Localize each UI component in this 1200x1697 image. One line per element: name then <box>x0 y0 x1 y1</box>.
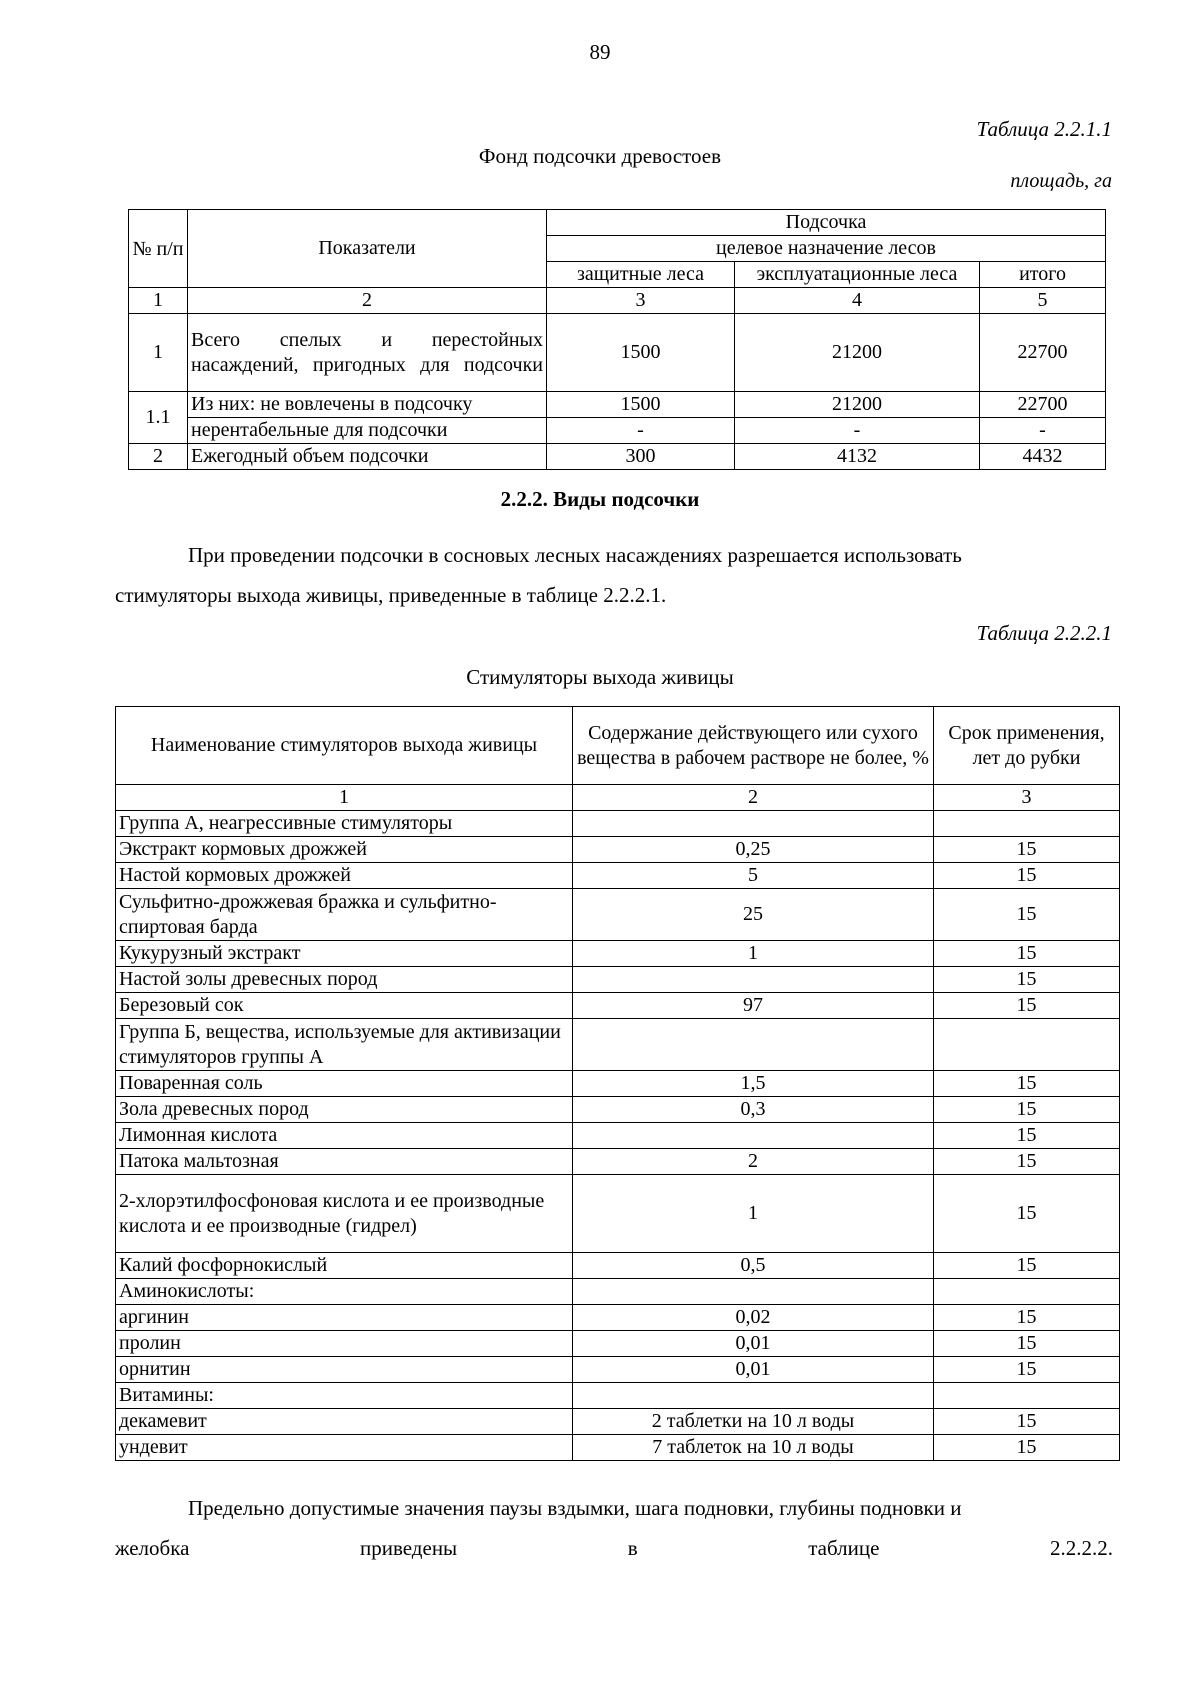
stimulator-content: 0,01 <box>573 1331 934 1357</box>
row-total: 4432 <box>980 444 1106 470</box>
row-exploitation: 4132 <box>735 444 980 470</box>
stimulator-term: 15 <box>934 1409 1120 1435</box>
table-row <box>116 1123 1120 1149</box>
table-row <box>116 1279 1120 1305</box>
stimulator-name: Патока мальтозная <box>116 1149 573 1175</box>
table-row <box>116 1357 1120 1383</box>
stimulator-name: Экстракт кормовых дрожжей <box>116 837 573 863</box>
stimulator-content: 97 <box>573 993 934 1019</box>
table-row <box>129 392 1106 418</box>
header-tapping: Подсочка <box>547 210 1106 236</box>
row-protective: 1500 <box>547 314 735 392</box>
header-content: Содержание действующего или сухого вещества в рабочем растворе не более, % <box>573 707 934 785</box>
stimulator-term: 15 <box>934 1071 1120 1097</box>
table1-units: площадь, га <box>1010 170 1112 192</box>
stimulator-term: 15 <box>934 1253 1120 1279</box>
paragraph-line: Предельно допустимые значения паузы вздымки, шага подновки, глубины подновки и <box>188 1496 962 1520</box>
stimulator-name: Зола древесных пород <box>116 1097 573 1123</box>
header-total: итого <box>980 262 1106 288</box>
table2-label: Таблица 2.2.2.1 <box>976 621 1112 645</box>
stimulator-term: 15 <box>934 1435 1120 1461</box>
table-row <box>116 1175 1120 1253</box>
col-number: 3 <box>547 288 735 314</box>
stimulator-term: 15 <box>934 1123 1120 1149</box>
row-protective: - <box>547 418 735 444</box>
stimulator-content <box>573 967 934 993</box>
stimulator-name: декамевит <box>116 1409 573 1435</box>
table-row <box>116 941 1120 967</box>
row-protective: 300 <box>547 444 735 470</box>
stimulator-content: 2 таблетки на 10 л воды <box>573 1409 934 1435</box>
stimulator-term: 15 <box>934 1149 1120 1175</box>
stimulator-name: Поваренная соль <box>116 1071 573 1097</box>
stimulator-content: 0,3 <box>573 1097 934 1123</box>
table-row <box>116 993 1120 1019</box>
row-num: 1 <box>129 314 188 392</box>
stimulator-content: 0,25 <box>573 837 934 863</box>
stimulator-name: Лимонная кислота <box>116 1123 573 1149</box>
stimulator-name: ундевит <box>116 1435 573 1461</box>
stimulator-name: аргинин <box>116 1305 573 1331</box>
stimulator-content: 0,01 <box>573 1357 934 1383</box>
stimulator-term: 15 <box>934 1097 1120 1123</box>
table-row <box>116 1149 1120 1175</box>
stimulator-content: 0,5 <box>573 1253 934 1279</box>
stimulator-content <box>573 1123 934 1149</box>
row-name: Ежегодный объем подсочки <box>188 444 547 470</box>
header-protective: защитные леса <box>547 262 735 288</box>
stimulator-term: 15 <box>934 1175 1120 1253</box>
stimulator-term: 15 <box>934 967 1120 993</box>
stimulator-name: 2-хлорэтилфосфоновая кислота и ее производные кислота и ее производные (гидрел) <box>116 1175 573 1253</box>
header-purpose: целевое назначение лесов <box>547 236 1106 262</box>
stimulator-term: 15 <box>934 993 1120 1019</box>
forest-tapping-fund-table <box>128 209 1106 470</box>
row-protective: 1500 <box>547 392 735 418</box>
table-row <box>129 314 1106 392</box>
table1-label: Таблица 2.2.1.1 <box>976 117 1112 141</box>
row-exploitation: 21200 <box>735 314 980 392</box>
col-number: 2 <box>188 288 547 314</box>
stimulator-name: орнитин <box>116 1357 573 1383</box>
stimulator-name: Аминокислоты: <box>116 1279 573 1305</box>
table-row <box>116 1097 1120 1123</box>
row-name: Из них: не вовлечены в подсочку <box>188 392 547 418</box>
stimulator-term: 15 <box>934 1305 1120 1331</box>
section-heading: 2.2.2. Виды подсочки <box>500 487 700 511</box>
row-name: Всего спелых и перестойных насаждений, пригодных для подсочки <box>188 314 547 392</box>
table-row <box>116 1253 1120 1279</box>
stimulator-content <box>573 1279 934 1305</box>
stimulator-term <box>934 1383 1120 1409</box>
row-exploitation: - <box>735 418 980 444</box>
col-number: 1 <box>116 785 573 811</box>
stimulator-term <box>934 1279 1120 1305</box>
col-number: 2 <box>573 785 934 811</box>
table2-title: Стимуляторы выхода живицы <box>466 665 734 689</box>
stimulator-content: 2 <box>573 1149 934 1175</box>
paragraph-line: желобка приведены в таблице 2.2.2.2. <box>115 1536 1113 1560</box>
stimulator-name: Калий фосфорнокислый <box>116 1253 573 1279</box>
table-row <box>116 1305 1120 1331</box>
header-num: № п/п <box>129 210 188 288</box>
stimulator-name: пролин <box>116 1331 573 1357</box>
stimulator-name: Группа Б, вещества, используемые для активизации стимуляторов группы А <box>116 1019 573 1071</box>
row-num: 1.1 <box>129 392 188 444</box>
row-total: 22700 <box>980 392 1106 418</box>
table-row <box>116 1071 1120 1097</box>
paragraph-line: стимуляторы выхода живицы, приведенные в таблице 2.2.2.1. <box>115 583 667 607</box>
table-row <box>116 863 1120 889</box>
resin-stimulators-table <box>115 706 1120 1461</box>
table-row <box>116 1435 1120 1461</box>
table-row <box>116 1331 1120 1357</box>
row-num: 2 <box>129 444 188 470</box>
table-row <box>116 1019 1120 1071</box>
stimulator-content: 1,5 <box>573 1071 934 1097</box>
stimulator-term <box>934 811 1120 837</box>
stimulator-content <box>573 1019 934 1071</box>
header-stimulator-name: Наименование стимуляторов выхода живицы <box>116 707 573 785</box>
table-row <box>116 967 1120 993</box>
stimulator-name: Настой золы древесных пород <box>116 967 573 993</box>
col-number: 4 <box>735 288 980 314</box>
paragraph-limits <box>115 1488 1113 1568</box>
table-row <box>116 837 1120 863</box>
header-indicators: Показатели <box>188 210 547 288</box>
paragraph-line: При проведении подсочки в сосновых лесных насаждениях разрешается использовать <box>188 543 962 567</box>
row-name: нерентабельные для подсочки <box>188 418 547 444</box>
stimulator-term: 15 <box>934 863 1120 889</box>
col-number: 5 <box>980 288 1106 314</box>
row-total: - <box>980 418 1106 444</box>
stimulator-content: 1 <box>573 1175 934 1253</box>
stimulator-name: Настой кормовых дрожжей <box>116 863 573 889</box>
stimulator-name: Березовый сок <box>116 993 573 1019</box>
col-number: 3 <box>934 785 1120 811</box>
header-exploitation: эксплуатационные леса <box>735 262 980 288</box>
table-row <box>116 811 1120 837</box>
row-exploitation: 21200 <box>735 392 980 418</box>
table-row <box>116 889 1120 941</box>
stimulator-content: 5 <box>573 863 934 889</box>
table-row <box>129 444 1106 470</box>
stimulator-term: 15 <box>934 837 1120 863</box>
row-total: 22700 <box>980 314 1106 392</box>
stimulator-content: 25 <box>573 889 934 941</box>
table-row <box>116 1383 1120 1409</box>
stimulator-name: Витамины: <box>116 1383 573 1409</box>
stimulator-name: Сульфитно-дрожжевая бражка и сульфитно-спиртовая барда <box>116 889 573 941</box>
table-row <box>116 1409 1120 1435</box>
stimulator-content: 1 <box>573 941 934 967</box>
header-term: Срок применения, лет до рубки <box>934 707 1120 785</box>
stimulator-term: 15 <box>934 1331 1120 1357</box>
stimulator-content: 0,02 <box>573 1305 934 1331</box>
col-number: 1 <box>129 288 188 314</box>
stimulator-term: 15 <box>934 889 1120 941</box>
page-number: 89 <box>589 40 611 64</box>
paragraph-stimulators <box>115 535 1113 615</box>
stimulator-name: Кукурузный экстракт <box>116 941 573 967</box>
table-row <box>129 418 1106 444</box>
stimulator-content <box>573 1383 934 1409</box>
stimulator-content: 7 таблеток на 10 л воды <box>573 1435 934 1461</box>
stimulator-term: 15 <box>934 941 1120 967</box>
stimulator-term: 15 <box>934 1357 1120 1383</box>
stimulator-term <box>934 1019 1120 1071</box>
table1-title: Фонд подсочки древостоев <box>478 144 722 168</box>
stimulator-name: Группа А, неагрессивные стимуляторы <box>116 811 573 837</box>
stimulator-content <box>573 811 934 837</box>
